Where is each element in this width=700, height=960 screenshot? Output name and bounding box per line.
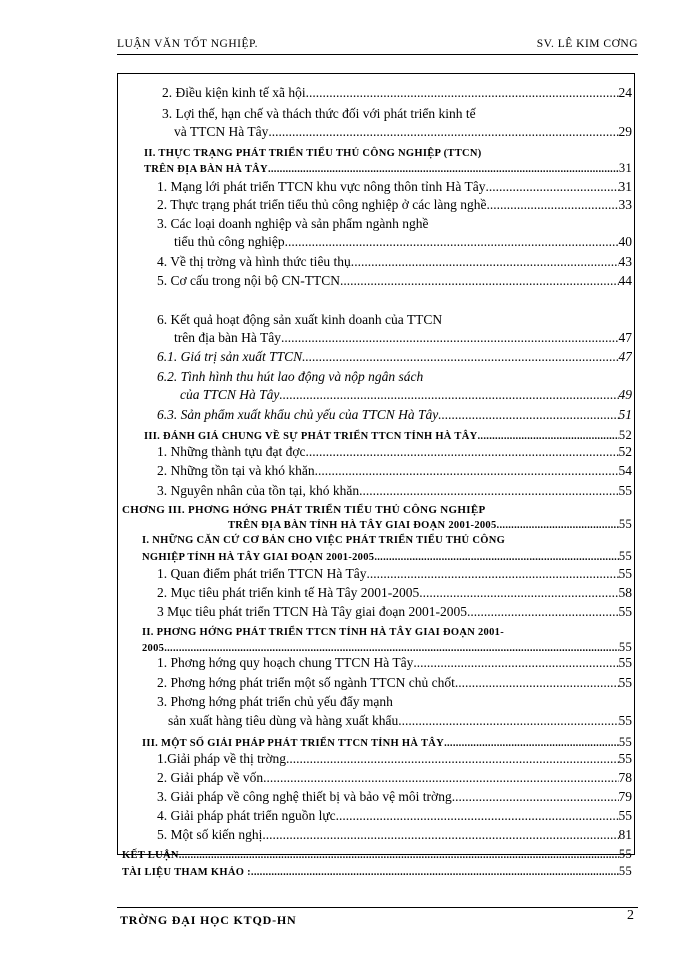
toc-entry: 5. Cơ cấu trong nội bộ CN-TTCN ..... 44 — [157, 274, 632, 289]
toc-section-heading-continued: NGHIỆP TỈNH HÀ TÂY GIAI ĐOẠN 2001-2005 ..... 55 — [142, 550, 632, 564]
toc-chapter-heading: CHƠNG III. PHƠNG HỚNG PHÁT TRIỂN TIỂU THỦ CÔNG NGHIỆP — [122, 504, 486, 516]
toc-entry: 4. Về thị trờng và hình thức tiêu thụ. ..... 43 — [157, 255, 632, 270]
toc-entry: 4. Giải pháp phát triển nguồn lực ..... 55 — [157, 809, 632, 824]
toc-entry: 6. Kết quả hoạt động sản xuất kinh doanh của TTCN — [157, 312, 443, 327]
toc-entry: 3. Giải pháp về công nghệ thiết bị và bảo vệ môi trờng ..... 79 — [157, 790, 632, 805]
toc-entry: 5. Một số kiến nghị ..... 81 — [157, 828, 632, 843]
toc-section-heading-continued: 2005. ..... 55 — [142, 641, 632, 655]
header-rule — [117, 54, 638, 55]
toc-entry: 2. Giải pháp về vốn ..... 78 — [157, 771, 632, 786]
toc-section-heading: II. THỰC TRẠNG PHÁT TRIỂN TIỂU THỦ CÔNG NGHIỆP (TTCN) — [144, 148, 482, 159]
toc-subentry: 6.3. Sản phẩm xuất khẩu chủ yếu của TTCN Hà Tây ..... 51 — [157, 408, 632, 423]
toc-entry: 1. Những thành tựu đạt đợc. ..... 52 — [157, 445, 632, 460]
toc-subentry: 6.1. Giá trị sản xuất TTCN ..... 47 — [157, 350, 632, 365]
page-number: 2 — [627, 908, 634, 923]
toc-entry: 3. Phơng hớng phát triển chủ yếu đẩy mạnh — [157, 694, 393, 709]
toc-entry: 1.Giải pháp về thị trờng ..... 55 — [157, 752, 632, 767]
footer-rule — [117, 907, 638, 908]
toc-entry: 1. Quan điểm phát triển TTCN Hà Tây ..... 55 — [157, 567, 632, 582]
running-footer-university: TRỜNG ĐẠI HỌC KTQD-HN — [120, 913, 297, 927]
toc-subentry-continued: của TTCN Hà Tây ..... 49 — [180, 388, 632, 403]
toc-entry: 2. Thực trạng phát triển tiểu thủ công nghiệp ở các làng nghề ..... 33 — [157, 198, 632, 213]
toc-entry: 1. Phơng hớng quy hoạch chung TTCN Hà Tây ..... 55 — [157, 656, 632, 671]
toc-section-heading: I. NHỮNG CĂN CỨ CƠ BẢN CHO VIỆC PHÁT TRIỂN TIỂU THỦ CÔNG — [142, 535, 506, 546]
toc-chapter-heading-continued: TRÊN ĐỊA BÀN TỈNH HÀ TÂY GIAI ĐOẠN 2001-2005 ..... 55 — [228, 518, 632, 532]
running-header-author: SV. LÊ KIM CƠNG — [536, 38, 638, 50]
toc-references: TÀI LIỆU THAM KHẢO : ..... 55 — [122, 865, 632, 879]
toc-conclusion: KẾT LUẬN ..... 55 — [122, 848, 632, 862]
toc-section-heading: III. ĐÁNH GIÁ CHUNG VỀ SỰ PHÁT TRIỂN TTCN TỈNH HÀ TÂY ..... 52 — [144, 429, 632, 443]
toc-section-heading: II. PHƠNG HỚNG PHÁT TRIỂN TTCN TỈNH HÀ TÂY GIAI ĐOẠN 2001- — [142, 627, 505, 638]
toc-section-heading-continued: TRÊN ĐỊA BÀN HÀ TÂY ..... 31 — [144, 162, 632, 176]
toc-entry-continued: tiểu thủ công nghiệp ..... 40 — [174, 235, 632, 250]
toc-entry: 3. Các loại doanh nghiệp và sản phẩm ngành nghề — [157, 216, 429, 231]
toc-entry-continued: sản xuất hàng tiêu dùng và hàng xuất khẩu ..... 55 — [168, 714, 632, 729]
toc-section-heading: III. MỘT SỐ GIẢI PHÁP PHÁT TRIỂN TTCN TỈNH HÀ TÂY ..... 55 — [142, 736, 632, 750]
toc-entry-continued: trên địa bàn Hà Tây ..... 47 — [174, 331, 632, 346]
toc-entry: 2. Những tồn tại và khó khăn. ..... 54 — [157, 464, 632, 479]
toc-subentry: 6.2. Tình hình thu hút lao động và nộp ngân sách — [157, 369, 424, 384]
toc-entry: 1. Mạng lới phát triển TTCN khu vực nông thôn tỉnh Hà Tây ..... 31 — [157, 180, 632, 195]
running-header-title: LUẬN VĂN TỐT NGHIỆP. — [117, 38, 258, 50]
toc-entry: 2. Mục tiêu phát triển kinh tế Hà Tây 2001-2005 ..... 58 — [157, 586, 632, 601]
toc-entry: 2. Điều kiện kinh tế xã hội ..... 24 — [162, 86, 632, 101]
toc-entry: 3. Lợi thế, hạn chế và thách thức đối với phát triển kinh tế — [162, 106, 476, 121]
toc-entry: 2. Phơng hớng phát triển một số ngành TTCN chủ chốt ..... 55 — [157, 676, 632, 691]
toc-entry: 3. Nguyên nhân của tồn tại, khó khăn. ..... 55 — [157, 484, 632, 499]
toc-entry: 3 Mục tiêu phát triển TTCN Hà Tây giai đoạn 2001-2005 ..... 55 — [157, 605, 632, 620]
toc-entry-continued: và TTCN Hà Tây ..... 29 — [174, 125, 632, 140]
